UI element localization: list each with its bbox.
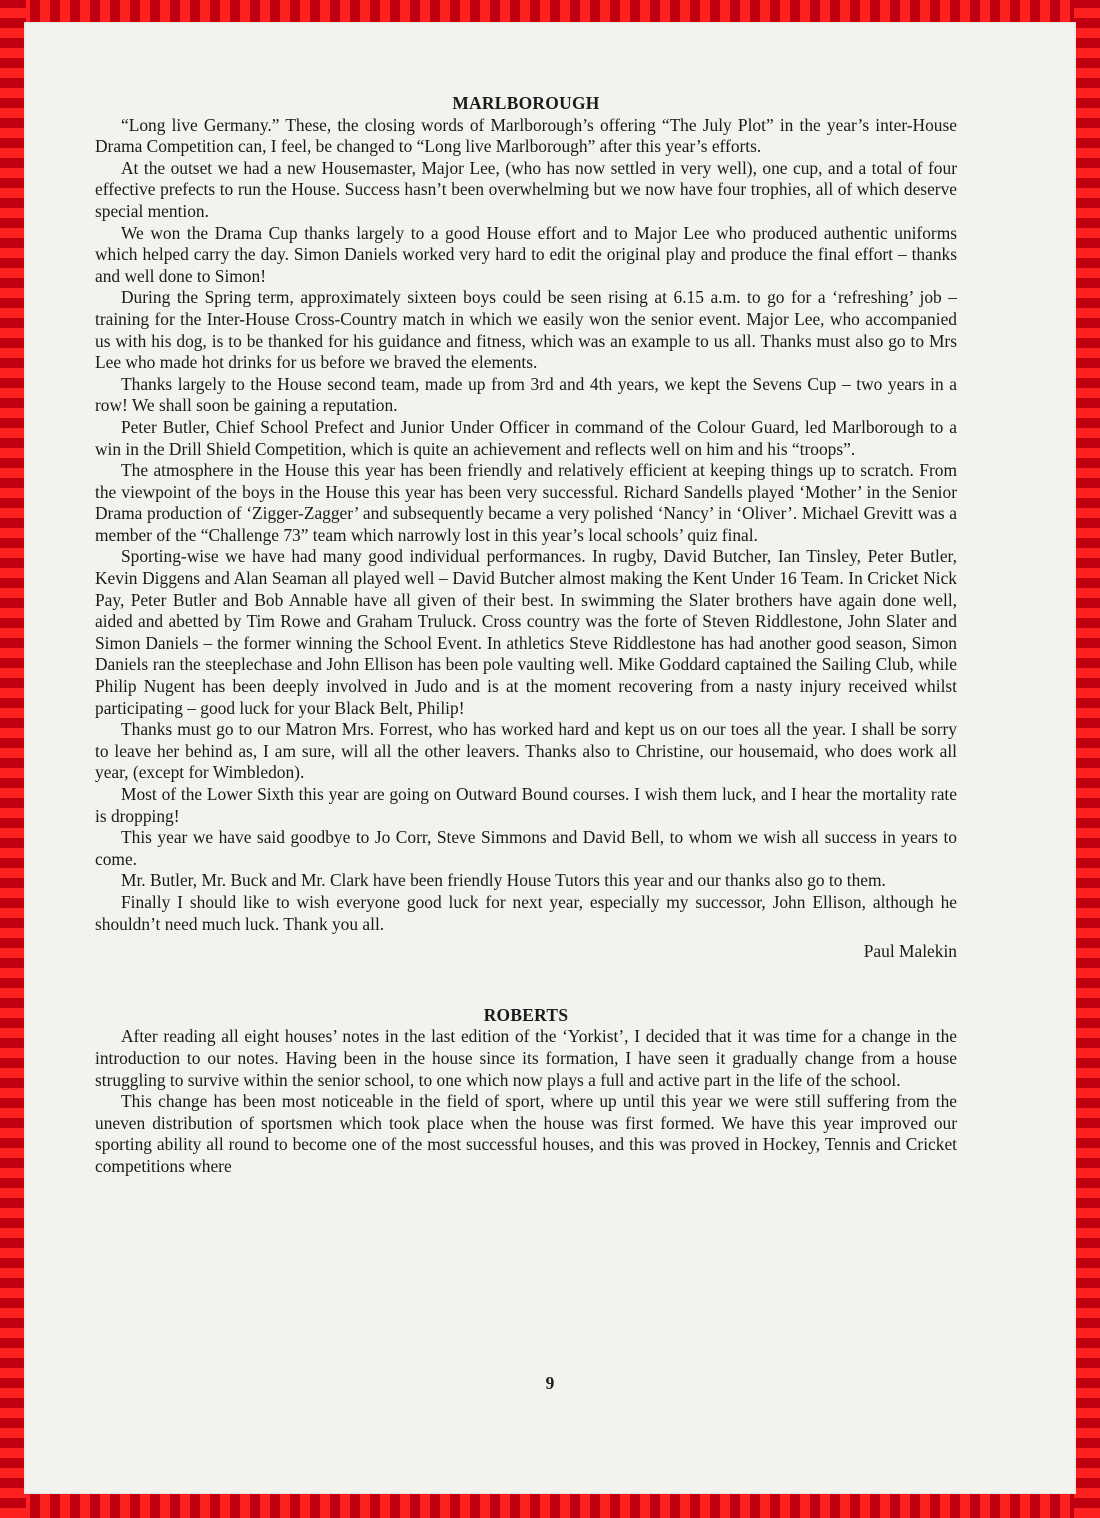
section-roberts [95, 1005, 957, 1178]
paragraph: “Long live Germany.” These, the closing words of Marlborough’s offering “The July Plot” in the year’s inter-House Drama Competition can, I feel, be changed to “Long live Marlborough” after this year’s efforts. [95, 114, 957, 157]
paragraph: Sporting-wise we have had many good individual performances. In rugby, David Butcher, Ian Tinsley, Peter Butler, Kevin Diggens and Alan Seaman all played well – David Butcher almost making the Kent Under 16 Team. In Cricket Nick Pay, Peter Butler and Bob Annable have all given of their best. In swimming the Slater brothers have again done well, aided and abetted by Tim Rowe and Graham Truluck. Cross country was the forte of Steven Riddlestone, John Slater and Simon Daniels – the former winning the School Event. In athletics Steve Riddlestone has had another good season, Simon Daniels ran the steeplechase and John Ellison has been pole vaulting well. Mike Goddard captained the Sailing Club, while Philip Nugent has been deeply involved in Judo and is at the moment recovering from a nasty injury received whilst participating – good luck for your Black Belt, Philip! [95, 546, 957, 718]
section-heading: ROBERTS [483, 1004, 569, 1025]
paragraph: We won the Drama Cup thanks largely to a good House effort and to Major Lee who produced authentic uniforms which helped carry the day. Simon Daniels worked very hard to edit the original play and produce the final effort – thanks and well done to Simon! [95, 222, 957, 286]
paragraph: The atmosphere in the House this year has been friendly and relatively efficient at keeping things up to scratch. From the viewpoint of the boys in the House this year has been very successful. Richard Sandells played ‘Mother’ in the Senior Drama production of ‘Zigger-Zagger’ and subsequently became a very polished ‘Nancy’ in ‘Oliver’. Michael Grevitt was a member of the “Challenge 73” team which narrowly lost in this year’s local schools’ quiz final. [95, 460, 957, 545]
paragraph: Finally I should like to wish everyone good luck for next year, especially my successor, John Ellison, although he shouldn’t need much luck. Thank you all. [95, 891, 957, 934]
paragraph: Mr. Butler, Mr. Buck and Mr. Clark have been friendly House Tutors this year and our thanks also go to them. [121, 870, 886, 891]
paragraph: This change has been most noticeable in the field of sport, where up until this year we were still suffering from the uneven distribution of sportsmen which took place when the house was first formed. We have this year improved our sporting ability all round to become one of the most successful houses, and this was proved in Hockey, Tennis and Cricket competitions where [95, 1091, 957, 1176]
section-spacer [95, 975, 957, 1005]
paragraph: Most of the Lower Sixth this year are going on Outward Bound courses. I wish them luck, and I hear the mortality rate is dropping! [95, 784, 957, 826]
paragraph: Peter Butler, Chief School Prefect and Junior Under Officer in command of the Colour Guard, led Marlborough to a win in the Drill Shield Competition, which is quite an achievement and reflects well on him and his “troops”. [95, 416, 957, 459]
paragraph: This year we have said goodbye to Jo Corr, Steve Simmons and David Bell, to whom we wish all success in years to come. [95, 827, 957, 869]
paragraph: After reading all eight houses’ notes in the last edition of the ‘Yorkist’, I decided that it was time for a change in the introduction to our notes. Having been in the house since its formation, I have seen it gradually change from a house struggling to survive within the senior school, to one which now plays a full and active part in the life of the school. [95, 1026, 957, 1090]
paragraph: At the outset we had a new Housemaster, Major Lee, (who has now settled in very well), one cup, and a total of four effective prefects to run the House. Success hasn’t been overwhelming but we now have four trophies, all of which deserve special mention. [95, 157, 957, 221]
signature: Paul Malekin [863, 941, 957, 962]
border-left [0, 0, 26, 1518]
section-heading: MARLBOROUGH [452, 93, 600, 113]
border-right [1074, 0, 1100, 1518]
paragraph: Thanks must go to our Matron Mrs. Forrest, who has worked hard and kept us on our toes all the year. I shall be sorry to leave her behind as, I am sure, will all the other leavers. Thanks also to Christine, our housemaid, who does work all year, (except for Wimbledon). [95, 719, 957, 783]
border-bottom [0, 1492, 1100, 1518]
page-number: 9 [545, 1373, 555, 1393]
paragraph: During the Spring term, approximately sixteen boys could be seen rising at 6.15 a.m. to go for a ‘refreshing’ job – training for the Inter-House Cross-Country match in which we easily won the senior event. Major Lee, who accompanied us with his dog, is to be thanked for his guidance and fitness, which was an example to us all. Thanks must also go to Mrs Lee who made hot drinks for us before we braved the elements. [95, 287, 957, 373]
paragraph: Thanks largely to the House second team, made up from 3rd and 4th years, we kept the Sevens Cup – two years in a row! We shall soon be gaining a reputation. [95, 373, 957, 416]
section-marlborough [95, 93, 957, 963]
page-content [95, 93, 957, 1178]
